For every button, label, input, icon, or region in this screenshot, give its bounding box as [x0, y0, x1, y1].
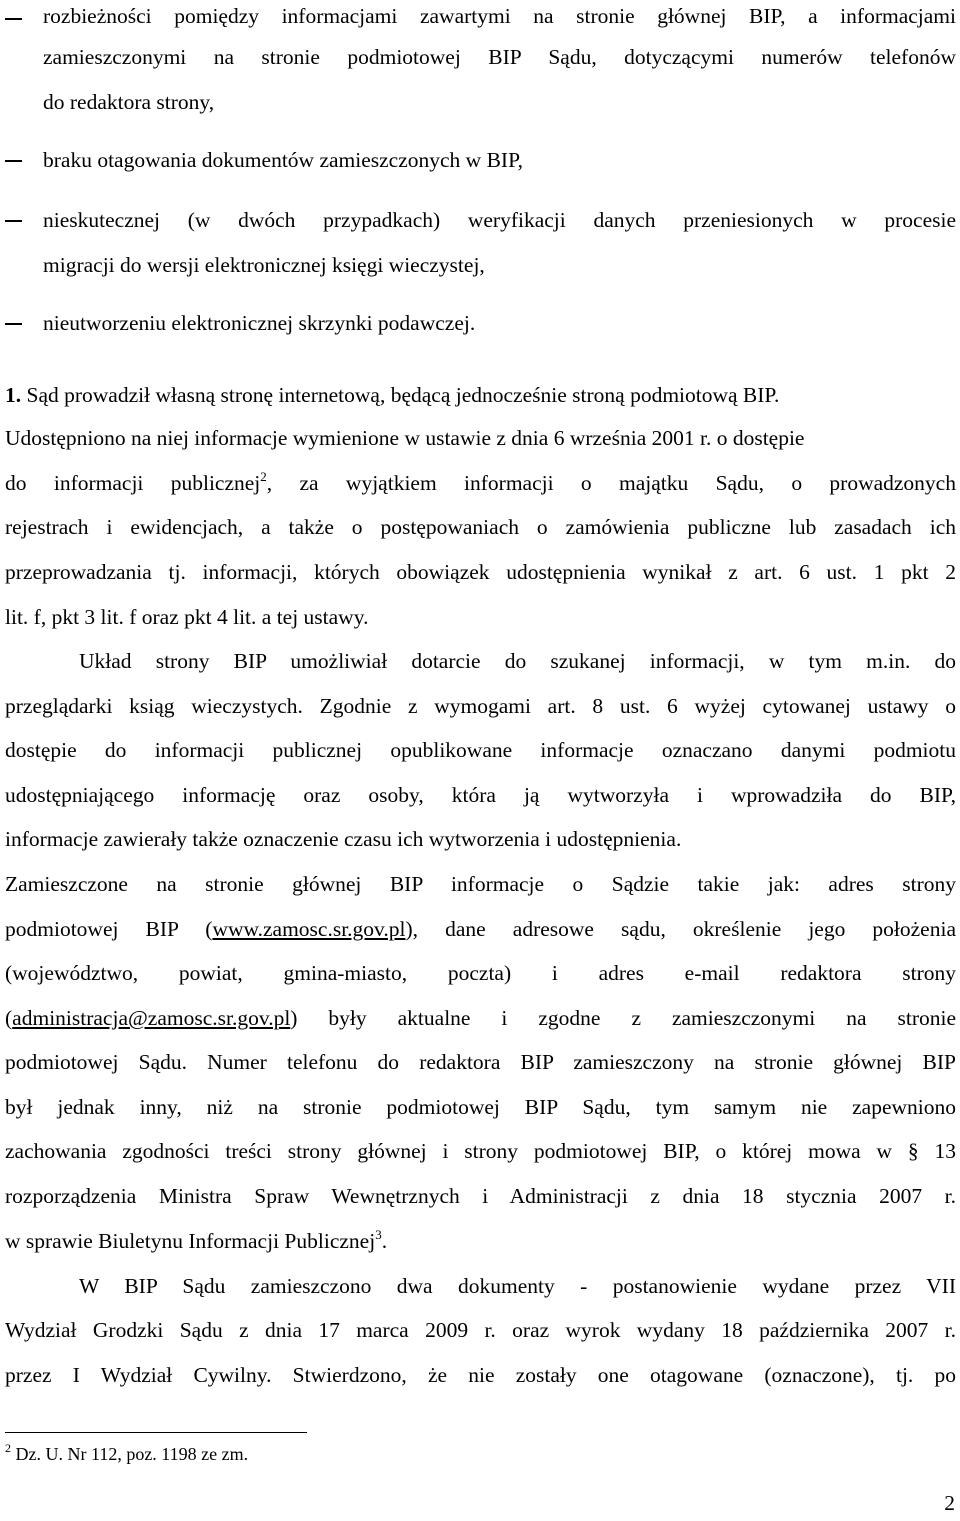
paragraph-line: (województwo, powiat, gmina-miasto, poczta) i adres e-mail redaktora strony: [5, 961, 956, 985]
paragraph-line: Układ strony BIP umożliwiał dotarcie do szukanej informacji, w tym m.in. do: [79, 649, 956, 673]
paragraph-line: podmiotowej Sądu. Numer telefonu do redaktora BIP zamieszczony na stronie głównej BIP: [5, 1050, 956, 1074]
bullet-text: rozbieżności pomiędzy informacjami zawartymi na stronie głównej BIP, a informacjami: [43, 4, 956, 28]
paragraph-line: w sprawie Biuletynu Informacji Publicznej$^3$.: [5, 1227, 388, 1253]
footnote-text: Dz. U. Nr 112, poz. 1198 ze zm.: [11, 1444, 249, 1464]
paragraph-line: (administracja@zamosc.sr.gov.pl) były aktualne i zgodne z zamieszczonymi na stronie: [5, 1006, 956, 1030]
paragraph-line: Wydział Grodzki Sądu z dnia 17 marca 2009 r. oraz wyrok wydany 18 października 2007 r.: [5, 1318, 956, 1342]
paragraph-line: Udostępniono na niej informacje wymienione w ustawie z dnia 6 września 2001 r. o dostępie: [5, 426, 805, 450]
page-number: 2: [944, 1491, 955, 1515]
dash-bullet: [5, 160, 22, 162]
paragraph-line: udostępniającego informację oraz osoby, która ją wytworzyła i wprowadziła do BIP,: [5, 783, 956, 807]
paragraph-line: Zamieszczone na stronie głównej BIP informacje o Sądzie takie jak: adres strony: [5, 872, 956, 896]
paragraph-line: informacje zawierały także oznaczenie czasu ich wytworzenia i udostępnienia.: [5, 827, 682, 851]
bullet-text: braku otagowania dokumentów zamieszczonych w BIP,: [43, 148, 524, 172]
bullet-text: migracji do wersji elektronicznej księgi wieczystej,: [43, 253, 485, 277]
footnote-separator: [5, 1432, 307, 1433]
footnote: [5, 1443, 248, 1465]
bullet-text: zamieszczonymi na stronie podmiotowej BIP Sądu, dotyczącymi numerów telefonów: [43, 45, 956, 69]
footnote-number: 2: [5, 1441, 11, 1455]
dash-bullet: [5, 18, 22, 20]
paragraph-line: rozporządzenia Ministra Spraw Wewnętrznych i Administracji z dnia 18 stycznia 2007 r.: [5, 1184, 956, 1208]
bullet-text: nieskutecznej (w dwóch przypadkach) weryfikacji danych przeniesionych w procesie: [43, 208, 956, 232]
footnote-ref[interactable]: 3: [375, 1227, 382, 1242]
section-number: 1.: [5, 383, 22, 407]
footnote-ref[interactable]: 2: [260, 469, 267, 484]
paragraph-line: przez I Wydział Cywilny. Stwierdzono, że nie zostały one otagowane (oznaczone), tj. po: [5, 1363, 956, 1387]
paragraph-line: W BIP Sądu zamieszczono dwa dokumenty - postanowienie wydane przez VII: [79, 1274, 956, 1298]
dash-bullet: [5, 323, 22, 325]
website-link[interactable]: www.zamosc.sr.gov.pl: [212, 917, 406, 941]
dash-bullet: [5, 220, 22, 222]
paragraph-line: lit. f, pkt 3 lit. f oraz pkt 4 lit. a tej ustawy.: [5, 605, 369, 629]
paragraph-line: rejestrach i ewidencjach, a także o postępowaniach o zamówienia publiczne lub zasadach ich: [5, 515, 956, 539]
paragraph-line: podmiotowej BIP (www.zamosc.sr.gov.pl), dane adresowe sądu, określenie jego położenia: [5, 917, 956, 941]
paragraph-line: do informacji publicznej$^2$, za wyjątkiem informacji o majątku Sądu, o prowadzonych: [5, 469, 956, 495]
paragraph-line: przeglądarki ksiąg wieczystych. Zgodnie z wymogami art. 8 ust. 6 wyżej cytowanej ustawy o: [5, 694, 956, 718]
bullet-text: nieutworzeniu elektronicznej skrzynki podawczej.: [43, 311, 476, 335]
paragraph-line: był jednak inny, niż na stronie podmiotowej BIP Sądu, tym samym nie zapewniono: [5, 1095, 956, 1119]
section-1-line: 1. Sąd prowadził własną stronę internetową, będącą jednocześnie stroną podmiotową BIP.: [5, 383, 780, 407]
paragraph-line: przeprowadzania tj. informacji, których obowiązek udostępnienia wynikał z art. 6 ust. 1 pkt 2: [5, 560, 956, 584]
email-link[interactable]: administracja@zamosc.sr.gov.pl: [12, 1006, 291, 1030]
bullet-text: do redaktora strony,: [43, 90, 215, 114]
paragraph-line: zachowania zgodności treści strony głównej i strony podmiotowej BIP, o której mowa w § 13: [5, 1139, 956, 1163]
paragraph-line: dostępie do informacji publicznej opublikowane informacje oznaczano danymi podmiotu: [5, 738, 956, 762]
